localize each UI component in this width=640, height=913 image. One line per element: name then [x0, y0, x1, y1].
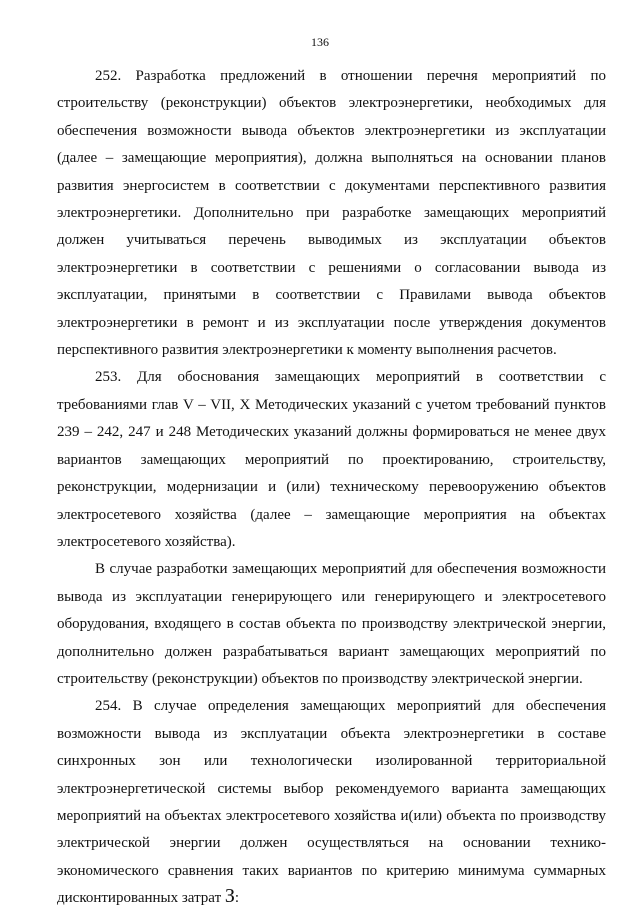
- page-number: 136: [311, 35, 329, 49]
- document-body: [57, 63, 606, 913]
- paragraph-252: 252. Разработка предложений в отношении перечня мероприятий по строительству (реконструкции) объектов электроэнергетики, необходимых для обеспечения возможности вывода объектов электроэнергетики из эксплуатации (далее – замещающие мероприятия), должна выполняться на основании планов развития энергосистем в соответствии с документами перспективного развития электроэнергетики. Дополнительно при разработке замещающих мероприятий должен учитываться перечень выводимых из эксплуатации объектов электроэнергетики в соответствии с решениями о согласовании вывода из эксплуатации, принятыми в соответствии с Правилами вывода объектов электроэнергетики в ремонт и из эксплуатации после утверждения документов перспективного развития электроэнергетики к моменту выполнения расчетов.: [57, 68, 606, 359]
- paragraph-253: 253. Для обоснования замещающих мероприятий в соответствии с требованиями глав V – VII, X Методических указаний с учетом требований пунктов 239 – 242, 247 и 248 Методических указаний должны формироваться не менее двух вариантов замещающих мероприятий по проектированию, строительству, реконструкции, модернизации и (или) техническому перевооружению объектов электросетевого хозяйства (далее – замещающие мероприятия на объектах электросетевого хозяйства).: [57, 369, 606, 550]
- paragraph-254-text: 254. В случае определения замещающих мероприятий для обеспечения возможности вывода из эксплуатации объекта электроэнергетики в составе синхронных зон или технологически изолированной территориальной электроэнергетической системы выбор рекомендуемого варианта замещающих мероприятий на объектах электросетевого хозяйства и(или) объекта по производству электрической энергии должен осуществляться на основании технико-экономического сравнения таких вариантов по критерию минимума суммарных дисконтированных затрат: [57, 698, 606, 907]
- paragraph-254-suffix: :: [234, 890, 240, 907]
- paragraph-254: [57, 693, 606, 912]
- paragraph-253-continuation: В случае разработки замещающих мероприятий для обеспечения возможности вывода из эксплуатации генерирующего или генерирующего и электросетевого оборудования, входящего в состав объекта по производству электрической энергии, дополнительно должен разрабатываться вариант замещающих мероприятий по строительству (реконструкции) объектов по производству электрической энергии.: [57, 561, 606, 687]
- cost-symbol: З: [224, 885, 235, 908]
